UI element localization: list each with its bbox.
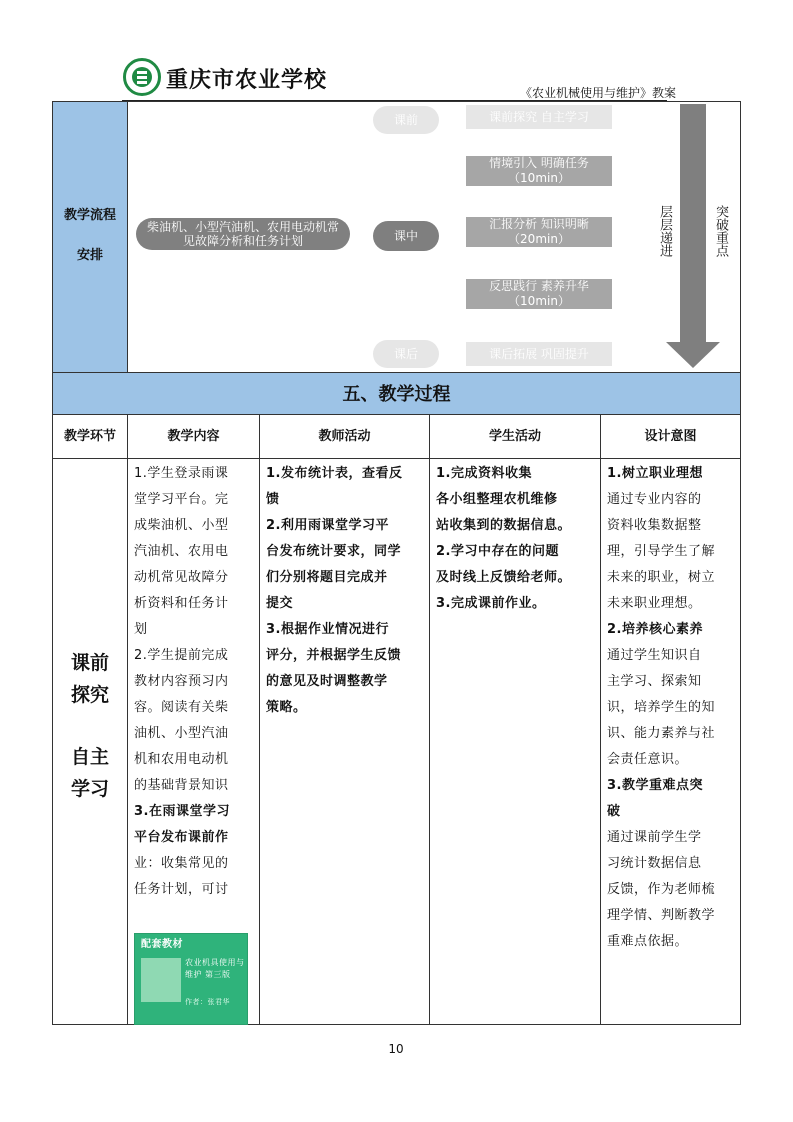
intent-line: 识，培养学生的知	[607, 700, 716, 715]
textbook-tag: 配套教材	[141, 939, 183, 950]
header-content: 教学内容	[127, 414, 260, 459]
teacher-line: 3.根据作业情况进行	[266, 622, 389, 637]
content-line: 平台发布课前作	[134, 830, 229, 845]
textbook-author: 作者：张君华	[185, 998, 230, 1006]
intent-heading: 1.树立职业理想	[607, 466, 703, 481]
student-cell	[429, 458, 601, 1025]
content-line: 2.学生提前完成	[134, 648, 229, 663]
intent-line: 理学情、判断教学	[607, 908, 716, 923]
content-line: 教材内容预习内	[134, 674, 229, 689]
content-line: 任务计划，可讨	[134, 882, 229, 897]
section-title-bar	[52, 372, 741, 415]
intent-cell	[600, 458, 741, 1025]
step-4-time: （10min）	[508, 294, 570, 308]
content-line: 动机常见故障分	[134, 570, 229, 585]
arrow-text-left: 层层递进	[657, 205, 672, 257]
step-2-time: （10min）	[508, 171, 570, 185]
content-line: 堂学习平台。完	[134, 492, 229, 507]
textbook-title-2: 维护 第三版	[185, 970, 231, 979]
stage-line3: 自主	[70, 746, 109, 768]
step-3-text: 汇报分析 知识明晰	[489, 217, 589, 231]
teacher-line: 们分别将题目完成并	[266, 570, 388, 585]
intent-line: 习统计数据信息	[607, 856, 702, 871]
header-student: 学生活动	[429, 414, 601, 459]
step-2-text: 情境引入 明确任务	[489, 156, 589, 170]
stage-line2: 探究	[70, 684, 109, 706]
intent-line: 通过课前学生学	[607, 830, 702, 845]
stage-cell	[52, 458, 128, 1025]
flow-topic-text: 柴油机、小型汽油机、农用电动机常见故障分析和任务计划	[146, 220, 339, 248]
intent-line: 理，引导学生了解	[607, 544, 716, 559]
header-stage: 教学环节	[52, 414, 128, 459]
intent-line: 通过专业内容的	[607, 492, 702, 507]
intent-line: 资料收集数据整	[607, 518, 702, 533]
step-1-text: 课前探究 自主学习	[489, 110, 589, 124]
step-4-text: 反思践行 素养升华	[489, 279, 589, 293]
step-box-3	[466, 217, 612, 247]
content-line: 析资料和任务计	[134, 596, 229, 611]
teacher-line: 台发布统计要求，同学	[266, 544, 402, 559]
step-5-text: 课后拓展 巩固提升	[489, 347, 589, 361]
teacher-line: 策略。	[266, 700, 307, 715]
content-line: 业：收集常见的	[134, 856, 229, 871]
intent-line: 识、能力素养与社	[607, 726, 716, 741]
stage-during: 课中	[373, 221, 439, 251]
step-box-5	[466, 342, 612, 366]
content-line: 机和农用电动机	[134, 752, 229, 767]
flow-label-line1: 教学流程	[63, 208, 116, 223]
content-line: 3.在雨课堂学习	[134, 804, 230, 819]
content-line: 划	[134, 622, 148, 637]
flow-topic	[136, 218, 350, 250]
flow-label-line2: 安排	[76, 248, 103, 263]
teacher-line: 评分，并根据学生反馈	[266, 648, 402, 663]
intent-heading: 破	[607, 804, 621, 819]
intent-line: 主学习、探索知	[607, 674, 702, 689]
step-3-time: （20min）	[508, 232, 570, 246]
page-number: 10	[388, 1042, 404, 1056]
content-line: 的基础背景知识	[134, 778, 229, 793]
content-line: 容。阅读有关柴	[134, 700, 229, 715]
header-intent: 设计意图	[600, 414, 741, 459]
stage-line1: 课前	[70, 652, 109, 674]
teacher-line: 的意见及时调整教学	[266, 674, 388, 689]
step-box-4	[466, 279, 612, 309]
progress-arrow	[664, 104, 722, 370]
course-title: 《农业机械使用与维护》教案	[520, 86, 677, 100]
intent-line: 重难点依据。	[607, 934, 689, 949]
content-line: 油机、小型汽油	[134, 726, 229, 741]
school-name: 重庆市农业学校	[166, 68, 328, 93]
student-line: 1.完成资料收集	[436, 466, 532, 481]
content-cell	[127, 458, 260, 1025]
school-logo	[123, 58, 161, 96]
teacher-line: 2.利用雨课堂学习平	[266, 518, 389, 533]
teacher-cell	[259, 458, 430, 1025]
intent-heading: 2.培养核心素养	[607, 622, 703, 637]
intent-line: 未来的职业，树立	[607, 570, 716, 585]
student-line: 2.学习中存在的问题	[436, 544, 559, 559]
step-box-1	[466, 105, 612, 129]
arrow-text-right: 突破重点	[713, 205, 728, 257]
content-line: 1.学生登录雨课	[134, 466, 229, 481]
student-line: 及时线上反馈给老师。	[436, 570, 572, 585]
textbook-image	[141, 958, 181, 1002]
header-teacher: 教师活动	[259, 414, 430, 459]
section-title: 五、教学过程	[342, 384, 451, 405]
intent-line: 会责任意识。	[607, 752, 689, 767]
student-line: 各小组整理农机维修	[436, 492, 558, 507]
textbook-cover	[134, 933, 248, 1025]
content-line: 成柴油机、小型	[134, 518, 229, 533]
step-box-2	[466, 156, 612, 186]
stage-line4: 学习	[70, 778, 109, 800]
intent-line: 反馈，作为老师梳	[607, 882, 716, 897]
stage-after: 课后	[373, 340, 439, 368]
textbook-title-1: 农业机具使用与	[185, 958, 245, 967]
teacher-line: 馈	[266, 492, 280, 507]
student-line: 站收集到的数据信息。	[436, 518, 572, 533]
content-line: 汽油机、农用电	[134, 544, 229, 559]
intent-line: 未来职业理想。	[607, 596, 702, 611]
teacher-line: 提交	[266, 596, 294, 611]
intent-line: 通过学生知识自	[607, 648, 702, 663]
stage-before: 课前	[373, 106, 439, 134]
flow-label-cell	[52, 101, 128, 373]
intent-heading: 3.教学重难点突	[607, 778, 703, 793]
student-line: 3.完成课前作业。	[436, 596, 546, 611]
teacher-line: 1.发布统计表，查看反	[266, 466, 403, 481]
